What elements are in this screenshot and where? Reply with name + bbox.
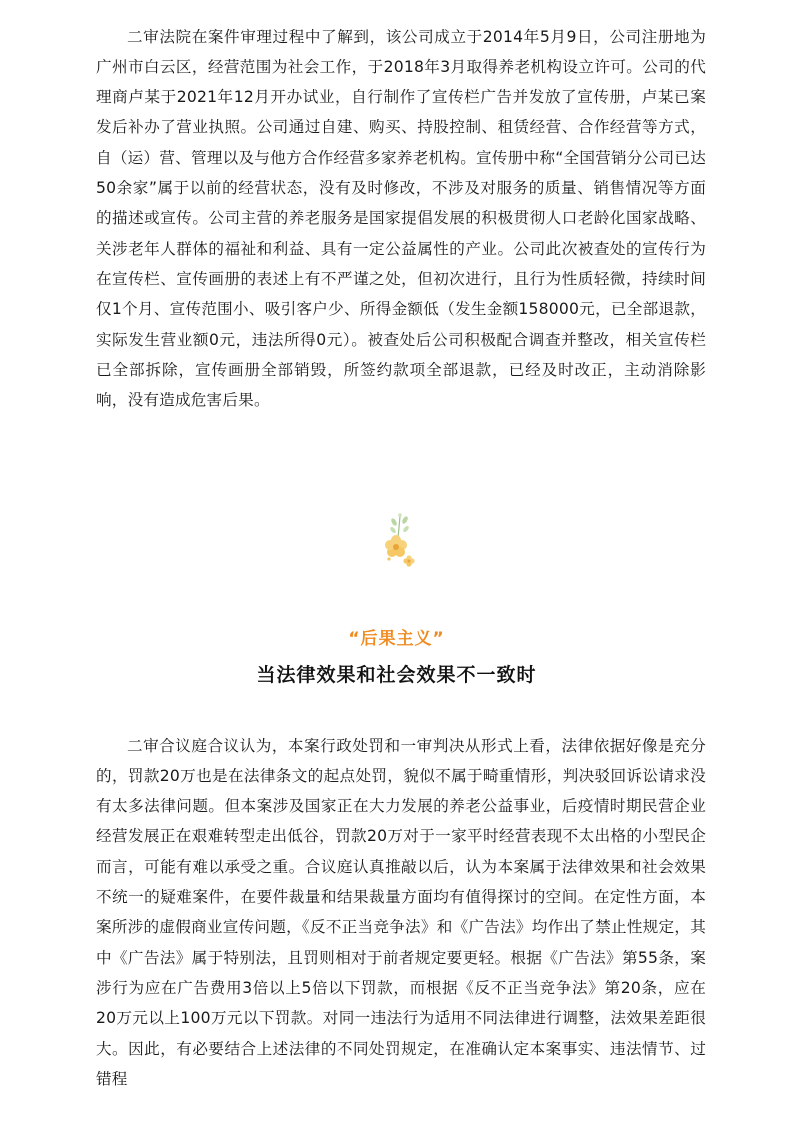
section-title: 当法律效果和社会效果不一致时 [256, 664, 537, 686]
body-paragraph-2: 二审合议庭合议认为，本案行政处罚和一审判决从形式上看，法律依据好像是充分的，罚款20万也是在法律条文的起点处罚，貌似不属于畸重情形，判决驳回诉讼请求没有太多法律问题。但本案涉及国家正在大力发展的养老公益事业，后疫情时期民营企业经营发展正在艰难转型走出低谷，罚款20万对于一家平时经营表现不太出格的小型民企而言，可能有难以承受之重。合议庭认真推敲以后，认为本案属于法律效果和社会效果不统一的疑难案件，在要件裁量和结果裁量方面均有值得探讨的空间。在定性方面，本案所涉的虚假商业宣传问题，《反不正当竞争法》和《广告法》均作出了禁止性规定，其中《广告法》属于特别法，且罚则相对于前者规定要更轻。根据《广告法》第55条，案涉行为应在广告费用3倍以上5倍以下罚款，而根据《反不正当竞争法》第20条，应在20万元以上100万元以下罚款。对同一违法行为适用不同法律进行调整，法效果差距很大。因此，有必要结合上述法律的不同处罚规定，在准确认定本案事实、违法情节、过错程 [96, 736, 706, 1088]
body-paragraph-1: 二审法院在案件审理过程中了解到，该公司成立于2014年5月9日，公司注册地为广州市白云区，经营范围为社会工作，于2018年3月取得养老机构设立许可。公司的代理商卢某于2021年12月开办试业，自行制作了宣传栏广告并发放了宣传册，卢某已案发后补办了营业执照。公司通过自建、购买、持股控制、租赁经营、合作经营等方式，自（运）营、管理以及与他方合作经营多家养老机构。宣传册中称“全国营销分公司已达50余家”属于以前的经营状态，没有及时修改，不涉及对服务的质量、销售情况等方面的描述或宣传。公司主营的养老服务是国家提倡发展的积极贯彻人口老龄化国家战略、关涉老年人群体的福祉和利益、具有一定公益属性的产业。公司此次被查处的宣传行为在宣传栏、宣传画册的表述上有不严谨之处，但初次进行，且行为性质轻微，持续时间仅1个月、宣传范围小、吸引客户少、所得金额低（发生金额158000元，已全部退款，实际发生营业额0元，违法所得0元）。被查处后公司积极配合调查并整改，相关宣传栏已全部拆除，宣传画册全部销毁，所签约款项全部退款，已经及时改正，主动消除影响，没有造成危害后果。 [96, 27, 706, 410]
flower-sprig-icon [380, 510, 420, 572]
section-label: “后果主义” [348, 629, 445, 649]
